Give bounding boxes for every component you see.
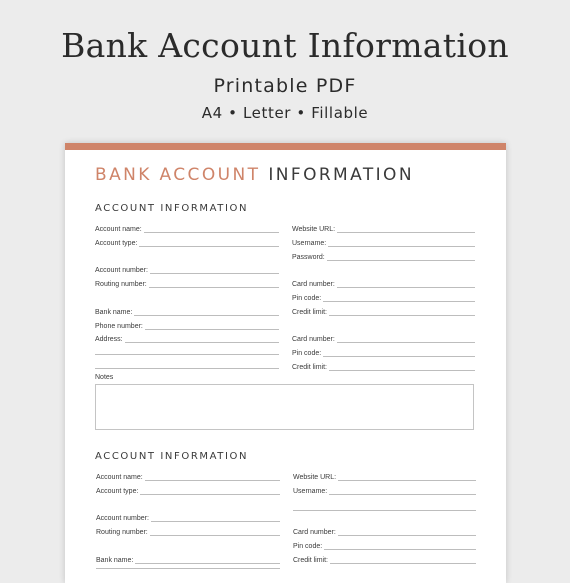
fill-line[interactable] — [327, 260, 475, 261]
sheet-accent-bar — [65, 143, 506, 150]
fill-line[interactable] — [323, 301, 475, 302]
field-label: Account type: — [96, 488, 139, 495]
website-url-field[interactable] — [292, 222, 475, 234]
form-sheet — [65, 143, 506, 583]
fill-line[interactable] — [135, 563, 280, 564]
credit-limit-field[interactable] — [293, 553, 476, 565]
pin-code-field[interactable] — [293, 539, 476, 551]
fill-line[interactable] — [144, 232, 279, 233]
section-heading: ACCOUNT INFORMATION — [95, 451, 249, 462]
field-label: Credit limit: — [292, 364, 328, 371]
account-type-field[interactable] — [95, 236, 279, 248]
header-subtitle: Printable PDF — [213, 75, 357, 97]
notes-box[interactable] — [95, 384, 474, 430]
username-field[interactable] — [292, 236, 475, 248]
account-name-field[interactable] — [95, 222, 279, 234]
website-url-field[interactable] — [293, 470, 476, 482]
fill-line[interactable] — [139, 246, 279, 247]
fill-line[interactable] — [151, 521, 280, 522]
field-label: Pin code: — [293, 543, 323, 550]
fill-line[interactable] — [329, 370, 475, 371]
pin-code-field[interactable] — [292, 291, 475, 303]
fill-line[interactable] — [145, 480, 280, 481]
account-name-field[interactable] — [96, 470, 280, 482]
field-label: Bank name: — [96, 557, 134, 564]
document-title — [95, 165, 414, 185]
fill-line[interactable] — [149, 287, 279, 288]
field-label: Account number: — [96, 515, 149, 522]
card-number-field[interactable] — [292, 277, 475, 289]
field-label: Account name: — [95, 226, 142, 233]
fill-line[interactable] — [134, 315, 279, 316]
field-label: Website URL: — [292, 226, 336, 233]
field-label: Address: — [95, 336, 123, 343]
field-label: Card number: — [292, 336, 335, 343]
fill-line[interactable] — [337, 342, 475, 343]
address-line-3[interactable] — [95, 368, 279, 369]
credit-limit-field[interactable] — [292, 305, 475, 317]
field-label: Routing number: — [95, 281, 147, 288]
card-number-field[interactable] — [293, 525, 476, 537]
password-line[interactable] — [293, 510, 476, 511]
field-label: Account number: — [95, 267, 148, 274]
card-number-field[interactable] — [292, 332, 475, 344]
field-label: Pin code: — [292, 350, 322, 357]
fill-line[interactable] — [338, 480, 476, 481]
fill-line[interactable] — [324, 549, 476, 550]
credit-limit-field[interactable] — [292, 360, 475, 372]
bank-name-field[interactable] — [96, 553, 280, 565]
fill-line[interactable] — [330, 563, 476, 564]
field-label: Routing number: — [96, 529, 148, 536]
pin-code-field[interactable] — [292, 346, 475, 358]
field-label: Password: — [292, 254, 325, 261]
password-field[interactable] — [292, 250, 475, 262]
section-heading: ACCOUNT INFORMATION — [95, 203, 249, 214]
bank-name-field[interactable] — [95, 305, 279, 317]
header-title: Bank Account Information — [61, 26, 509, 65]
address-field[interactable] — [95, 332, 279, 344]
fill-line[interactable] — [329, 494, 476, 495]
account-number-field[interactable] — [95, 263, 279, 275]
fill-line[interactable] — [338, 535, 476, 536]
field-label: Pin code: — [292, 295, 322, 302]
phone-number-line[interactable] — [96, 568, 280, 569]
fill-line[interactable] — [140, 494, 280, 495]
fill-line[interactable] — [323, 356, 475, 357]
field-label: Account type: — [95, 240, 138, 247]
field-label: Phone number: — [95, 323, 143, 330]
fill-line[interactable] — [337, 232, 475, 233]
fill-line[interactable] — [329, 315, 475, 316]
field-label: Credit limit: — [292, 309, 328, 316]
field-label: Credit limit: — [293, 557, 329, 564]
document-title-accent: BANK ACCOUNT — [95, 165, 261, 185]
document-title-rest: INFORMATION — [268, 165, 414, 185]
routing-number-field[interactable] — [95, 277, 279, 289]
field-label: Username: — [292, 240, 327, 247]
notes-label: Notes — [95, 374, 114, 381]
phone-number-field[interactable] — [95, 319, 279, 331]
fill-line[interactable] — [337, 287, 475, 288]
fill-line[interactable] — [150, 535, 280, 536]
account-type-field[interactable] — [96, 484, 280, 496]
fill-line[interactable] — [125, 342, 279, 343]
fill-line[interactable] — [150, 273, 279, 274]
fill-line[interactable] — [145, 329, 279, 330]
username-field[interactable] — [293, 484, 476, 496]
address-line-2[interactable] — [95, 354, 279, 355]
field-label: Website URL: — [293, 474, 337, 481]
field-label: Card number: — [292, 281, 335, 288]
fill-line[interactable] — [328, 246, 475, 247]
field-label: Username: — [293, 488, 328, 495]
header-formats: A4 • Letter • Fillable — [201, 104, 369, 122]
routing-number-field[interactable] — [96, 525, 280, 537]
field-label: Card number: — [293, 529, 336, 536]
field-label: Account name: — [96, 474, 143, 481]
field-label: Bank name: — [95, 309, 133, 316]
account-number-field[interactable] — [96, 511, 280, 523]
